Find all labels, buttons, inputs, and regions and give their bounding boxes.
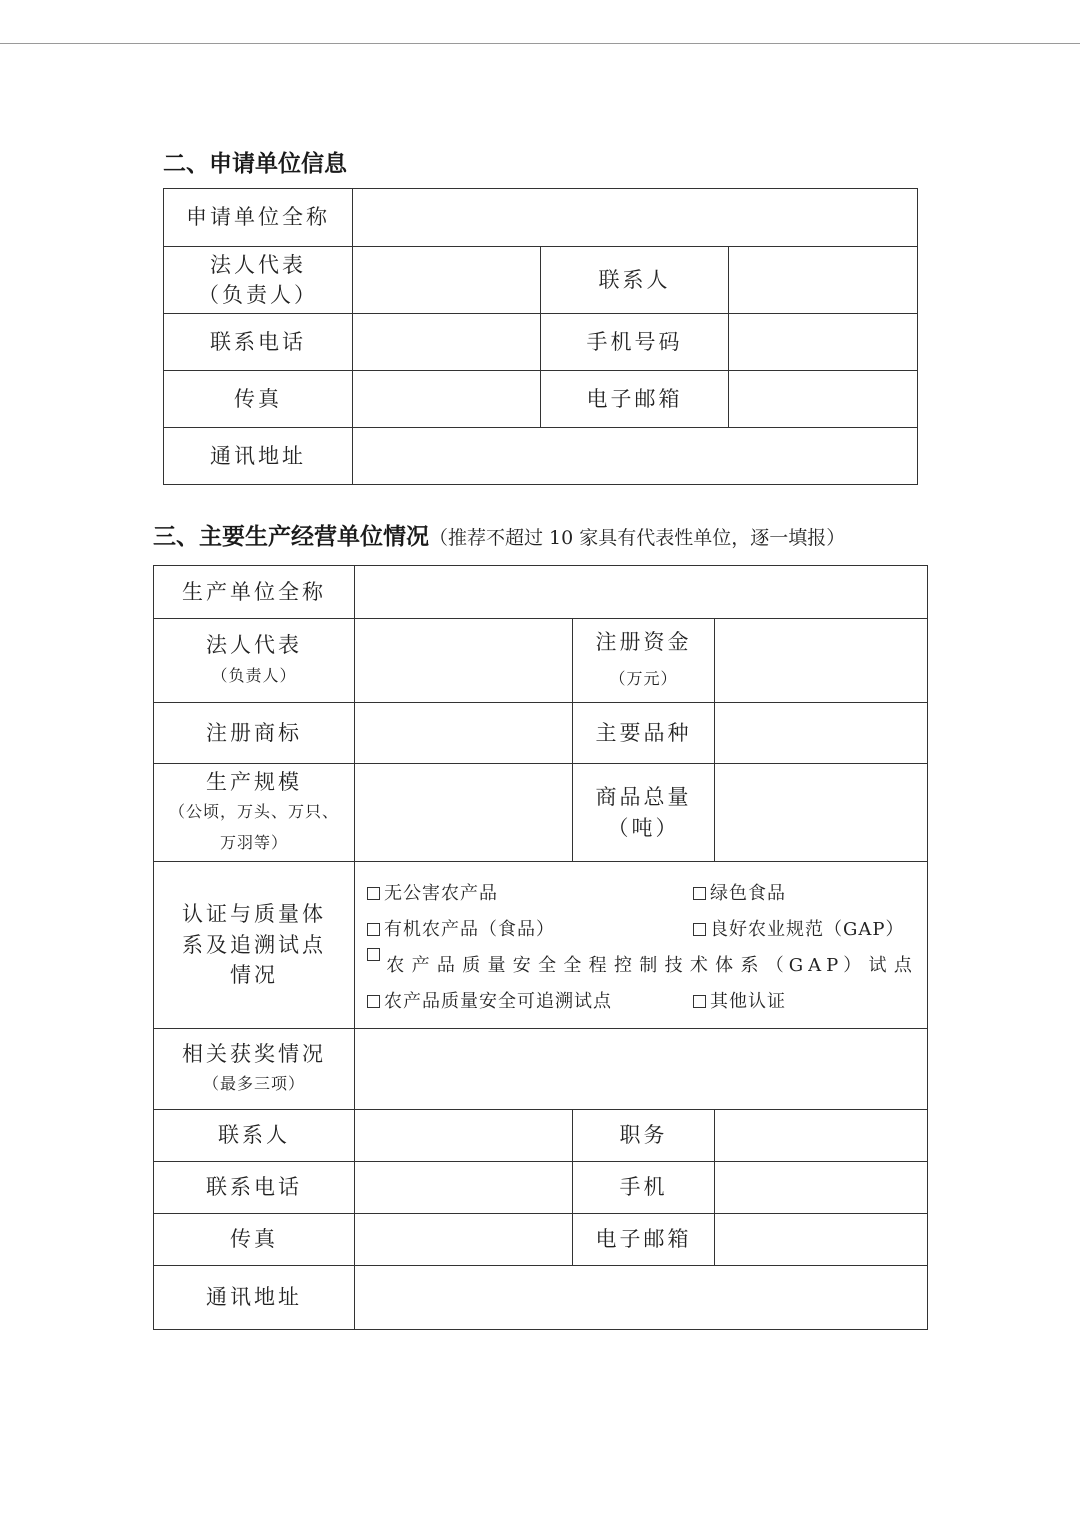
label-producer-contact: 联系人	[154, 1110, 355, 1162]
label-address: 通讯地址	[164, 428, 353, 485]
cert-full-control-char: 控	[613, 955, 637, 976]
input-address[interactable]	[353, 428, 918, 485]
checkbox-green-food[interactable]	[693, 887, 706, 900]
cert-option-traceability[interactable]	[367, 984, 693, 1020]
label-producer-email: 电子邮箱	[573, 1214, 715, 1266]
label-cert-line1: 认证与质量体	[182, 902, 326, 927]
cert-option-gap[interactable]	[693, 912, 905, 948]
cert-full-control-char: 农	[386, 955, 410, 976]
checkbox-organic[interactable]	[367, 923, 380, 936]
input-producer-mobile[interactable]	[715, 1162, 928, 1214]
checkbox-other[interactable]	[693, 995, 706, 1008]
input-awards[interactable]	[355, 1029, 928, 1110]
label-legal-rep	[164, 247, 353, 314]
cert-full-control-char: 全	[538, 955, 562, 976]
cert-full-control-char: 程	[588, 955, 612, 976]
section3-title-text: 三、主要生产经营单位情况	[153, 524, 429, 550]
cert-option-green-food[interactable]	[693, 876, 786, 912]
label-phone: 联系电话	[164, 314, 353, 371]
cert-full-control-char: 体	[715, 955, 739, 976]
label-email: 电子邮箱	[541, 371, 729, 428]
label-legal-rep-line1: 法人代表	[210, 252, 306, 277]
cert-option-organic-label: 有机农产品（食品）	[384, 919, 555, 940]
cert-full-control-char: 点	[893, 955, 917, 976]
input-applicant-full-name[interactable]	[353, 189, 918, 247]
input-contact[interactable]	[729, 247, 918, 314]
input-variety[interactable]	[715, 703, 928, 764]
label-producer-fax: 传真	[154, 1214, 355, 1266]
label-scale	[154, 764, 355, 862]
label-awards-line1: 相关获奖情况	[182, 1041, 326, 1066]
label-scale-line1: 生产规模	[206, 769, 302, 794]
input-reg-capital[interactable]	[715, 619, 928, 703]
label-scale-line3: 万羽等）	[219, 832, 288, 852]
input-email[interactable]	[729, 371, 918, 428]
input-phone[interactable]	[353, 314, 541, 371]
label-reg-capital-line2: （万元）	[609, 668, 678, 688]
label-scale-line2: （公顷，万头、万只、	[168, 802, 339, 822]
label-awards-line2: （最多三项）	[202, 1074, 305, 1094]
cert-full-control-char: 技	[664, 955, 688, 976]
cert-row-2	[367, 912, 917, 948]
input-producer-phone[interactable]	[355, 1162, 573, 1214]
label-cert-line3: 情况	[230, 963, 278, 988]
label-variety: 主要品种	[573, 703, 715, 764]
label-total-line2: （吨）	[607, 815, 680, 840]
label-certification	[154, 862, 355, 1029]
cert-row-1	[367, 876, 917, 912]
cert-full-control-char: （GAP）	[765, 955, 867, 976]
label-cert-line2: 系及追溯试点	[182, 932, 326, 957]
cert-option-traceability-label: 农产品质量安全可追溯试点	[384, 991, 612, 1012]
label-producer-full-name: 生产单位全称	[154, 566, 355, 619]
cert-full-control-char: 量	[487, 955, 511, 976]
label-trademark: 注册商标	[154, 703, 355, 764]
label-producer-legal-rep-line1: 法人代表	[206, 633, 302, 658]
cert-option-pollution-free-label: 无公害农产品	[384, 883, 498, 904]
cert-full-control-char: 术	[689, 955, 713, 976]
label-fax: 传真	[164, 371, 353, 428]
cert-full-control-char: 产	[411, 955, 435, 976]
label-producer-legal-rep-line2: （负责人）	[211, 665, 297, 685]
label-producer-mobile: 手机	[573, 1162, 715, 1214]
cert-option-organic[interactable]	[367, 912, 693, 948]
label-awards	[154, 1029, 355, 1110]
header-rule	[0, 43, 1080, 44]
label-mobile: 手机号码	[541, 314, 729, 371]
checkbox-traceability[interactable]	[367, 995, 380, 1008]
cert-full-control-char: 安	[512, 955, 536, 976]
cert-full-control-char: 系	[740, 955, 764, 976]
label-legal-rep-line2: （负责人）	[198, 283, 318, 307]
cert-full-control-char: 质	[462, 955, 486, 976]
label-applicant-full-name: 申请单位全称	[164, 189, 353, 247]
producer-info-table	[153, 565, 928, 1330]
input-position[interactable]	[715, 1110, 928, 1162]
cert-option-gap-label: 良好农业规范（GAP）	[710, 919, 905, 940]
input-legal-rep[interactable]	[353, 247, 541, 314]
section2-title: 二、申请单位信息	[163, 151, 347, 177]
section3-note: （推荐不超过 10 家具有代表性单位，逐一填报）	[429, 527, 846, 549]
label-producer-address: 通讯地址	[154, 1266, 355, 1330]
checkbox-full-control[interactable]	[367, 948, 380, 961]
cert-option-other-label: 其他认证	[710, 991, 786, 1012]
input-producer-legal-rep[interactable]	[355, 619, 573, 703]
label-total-line1: 商品总量	[595, 785, 692, 810]
input-producer-email[interactable]	[715, 1214, 928, 1266]
label-reg-capital-line1: 注册资金	[595, 630, 692, 655]
label-position: 职务	[573, 1110, 715, 1162]
input-producer-contact[interactable]	[355, 1110, 573, 1162]
section3-title	[153, 518, 845, 551]
cert-option-green-food-label: 绿色食品	[710, 883, 786, 904]
label-producer-phone: 联系电话	[154, 1162, 355, 1214]
cert-full-control-char: 试	[868, 955, 892, 976]
input-total[interactable]	[715, 764, 928, 862]
cert-full-control-char: 全	[563, 955, 587, 976]
cert-option-other[interactable]	[693, 984, 786, 1020]
label-reg-capital	[573, 619, 715, 703]
cert-option-pollution-free[interactable]	[367, 876, 693, 912]
applicant-info-table	[163, 188, 918, 485]
certification-options	[355, 862, 928, 1029]
label-contact: 联系人	[541, 247, 729, 314]
cert-full-control-char: 制	[639, 955, 663, 976]
cert-full-control-char: 品	[436, 955, 460, 976]
input-producer-address[interactable]	[355, 1266, 928, 1330]
input-trademark[interactable]	[355, 703, 573, 764]
checkbox-pollution-free[interactable]	[367, 887, 380, 900]
input-producer-fax[interactable]	[355, 1214, 573, 1266]
checkbox-gap[interactable]	[693, 923, 706, 936]
cert-option-full-control[interactable]	[367, 948, 917, 984]
input-producer-full-name[interactable]	[355, 566, 928, 619]
input-mobile[interactable]	[729, 314, 918, 371]
label-producer-legal-rep	[154, 619, 355, 703]
cert-row-4	[367, 984, 917, 1020]
input-scale[interactable]	[355, 764, 573, 862]
input-fax[interactable]	[353, 371, 541, 428]
label-total	[573, 764, 715, 862]
